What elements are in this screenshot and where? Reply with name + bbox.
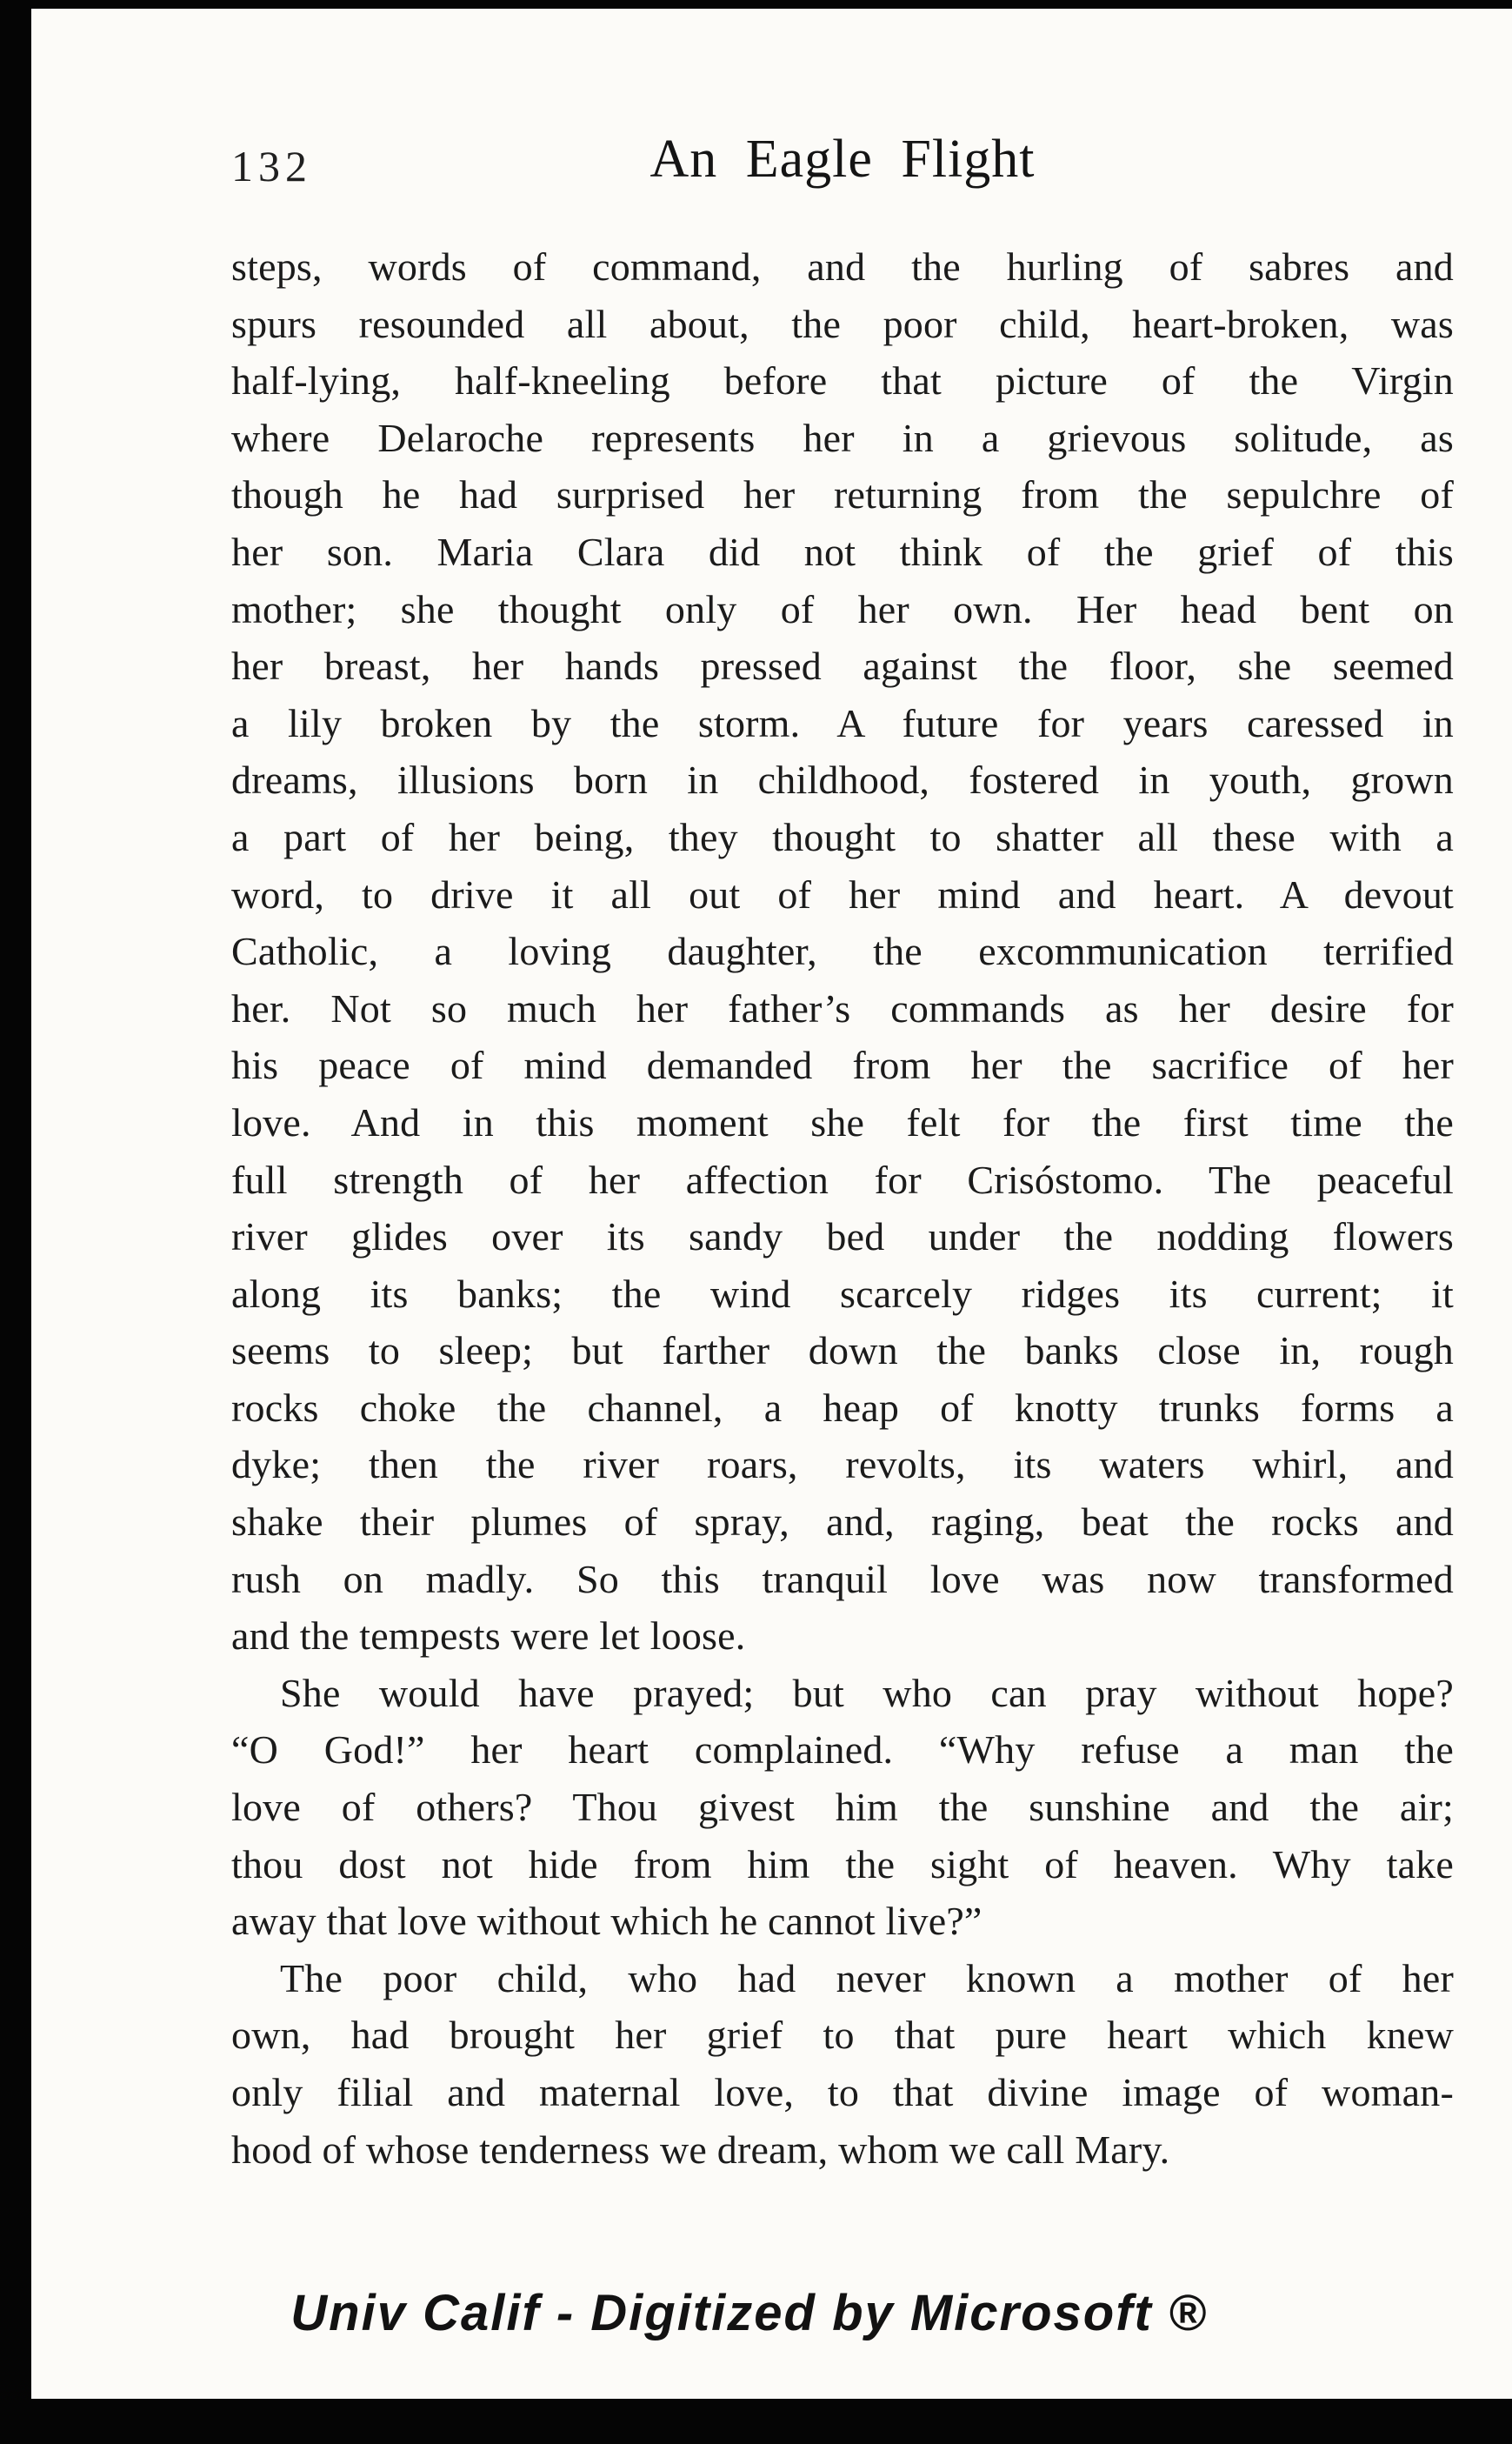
text-line: dreams, illusions born in childhood, fostered in youth, grown [231,758,1454,803]
text-line: own, had brought her grief to that pure heart which knew [231,2013,1454,2058]
text-line: though he had surprised her returning from the sepulchre of [231,472,1454,518]
text-line: rocks choke the channel, a heap of knotty trunks forms a [231,1385,1454,1430]
text-line: where Delaroche represents her in a grievous solitude, as [231,415,1454,460]
text-line: along its banks; the wind scarcely ridges its current; it [231,1271,1454,1316]
scan-border-left [0,0,31,2444]
digitization-watermark: Univ Calif - Digitized by Microsoft ® [290,2285,1208,2341]
page-header [231,129,1454,207]
text-line: his peace of mind demanded from her the sacrifice of her [231,1043,1454,1088]
text-line: rush on madly. So this tranquil love was now transformed [231,1556,1454,1601]
page-title: An Eagle Flight [649,130,1036,189]
text-line: her breast, her hands pressed against the floor, she seemed [231,644,1454,689]
scan-border-top [0,0,1512,9]
text-line: a part of her being, they thought to shatter all these with a [231,814,1454,859]
text-line: a lily broken by the storm. A future for years caressed in [231,700,1454,745]
text-line: Catholic, a loving daughter, the excommunication terrified [231,929,1454,974]
text-line: her son. Maria Clara did not think of the grief of this [231,529,1454,574]
scan-border-bottom [0,2399,1512,2444]
page-footer [0,2284,1512,2342]
text-block [231,238,1454,2178]
text-line: dyke; then the river roars, revolts, its waters whirl, and [231,1442,1454,1487]
text-line: love of others? Thou givest him the sunshine and the air; [231,1785,1454,1830]
page-number: 132 [231,142,312,190]
text-line: river glides over its sandy bed under the nodding flowers [231,1214,1454,1259]
text-line: “O God!” her heart complained. “Why refuse a man the [231,1727,1454,1773]
text-line: love. And in this moment she felt for the first time the [231,1099,1454,1145]
text-line: thou dost not hide from him the sight of heaven. Why take [231,1841,1454,1886]
text-line: seems to sleep; but farther down the banks close in, rough [231,1328,1454,1373]
text-line: mother; she thought only of her own. Her head bent on [231,586,1454,631]
text-line: hood of whose tenderness we dream, whom we call Mary. [231,2127,1170,2172]
text-line: full strength of her affection for Crisóstomo. The peaceful [231,1157,1454,1202]
text-line: She would have prayed; but who can pray without hope? [280,1670,1454,1715]
text-line: and the tempests were let loose. [231,1613,746,1659]
text-line: only filial and maternal love, to that divine image of woman- [231,2070,1454,2114]
text-line: away that love without which he cannot live?” [231,1899,982,1944]
text-line: word, to drive it all out of her mind and heart. A devout [231,871,1454,917]
text-line: The poor child, who had never known a mother of her [280,1955,1454,2000]
text-line: steps, words of command, and the hurling of sabres and [231,244,1454,289]
text-line: half-lying, half-kneeling before that picture of the Virgin [231,358,1454,404]
text-line: spurs resounded all about, the poor child, heart-broken, was [231,301,1454,346]
text-line: her. Not so much her father’s commands as her desire for [231,985,1454,1031]
text-line: shake their plumes of spray, and, raging, beat the rocks and [231,1499,1454,1545]
